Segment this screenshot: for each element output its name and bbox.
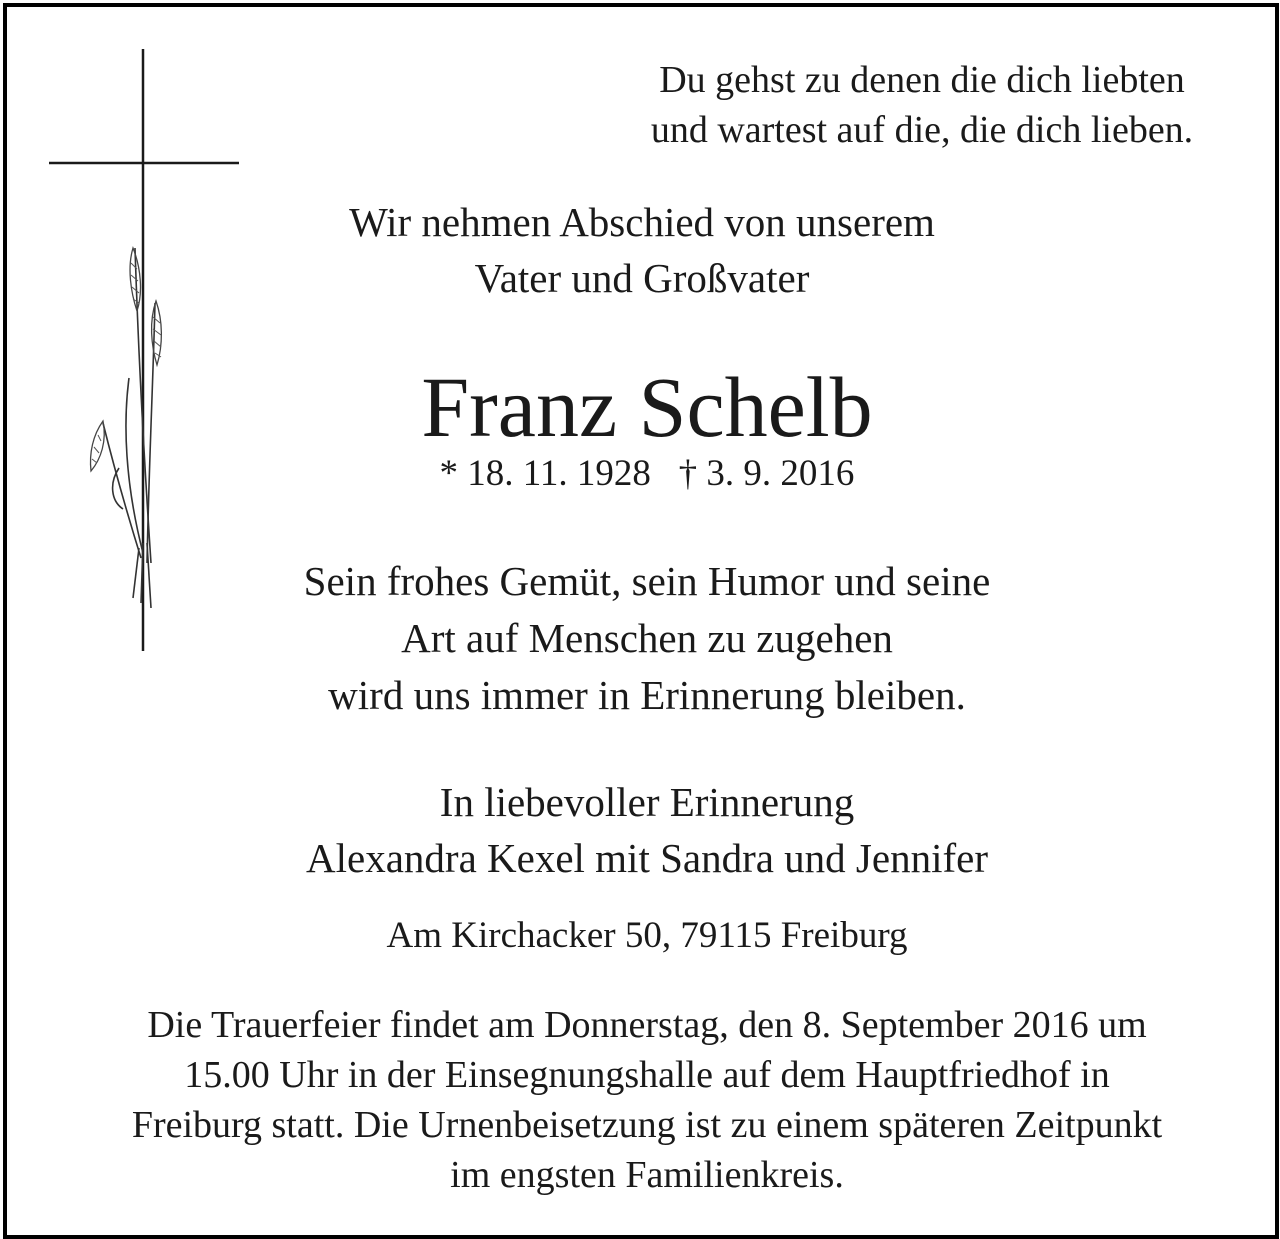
funeral-line: Die Trauerfeier findet am Donnerstag, den 8. September 2016 um [147,1004,1147,1046]
obituary-notice [3,3,1279,1239]
intro-line: Vater und Großvater [474,255,810,301]
mourners-line: Alexandra Kexel mit Sandra und Jennifer [306,835,988,881]
memory-line: Sein frohes Gemüt, sein Humor und seine [303,558,991,604]
farewell-intro [207,194,1077,306]
funeral-info [27,1000,1267,1200]
mourners-line: In liebevoller Erinnerung [439,779,855,825]
address: Am Kirchacker 50, 79115 Freiburg [386,915,908,956]
mourners [147,774,1147,886]
funeral-line: Freiburg statt. Die Urnenbeisetzung ist zu einem späteren Zeitpunkt [131,1104,1163,1146]
motto-quote [607,55,1237,155]
intro-line: Wir nehmen Abschied von unserem [349,199,935,245]
life-dates: * 18. 11. 1928 † 3. 9. 2016 [439,453,855,494]
motto-line: und wartest auf die, die dich lieben. [650,109,1194,151]
memory-line: wird uns immer in Erinnerung bleiben. [328,672,966,718]
motto-line: Du gehst zu denen die dich liebten [659,59,1185,101]
memory-text [147,553,1147,724]
memory-line: Art auf Menschen zu zugehen [401,615,893,661]
funeral-line: im engsten Familienkreis. [450,1154,844,1196]
deceased-name: Franz Schelb [421,359,873,455]
funeral-line: 15.00 Uhr in der Einsegnungshalle auf dem Hauptfriedhof in [184,1054,1110,1096]
